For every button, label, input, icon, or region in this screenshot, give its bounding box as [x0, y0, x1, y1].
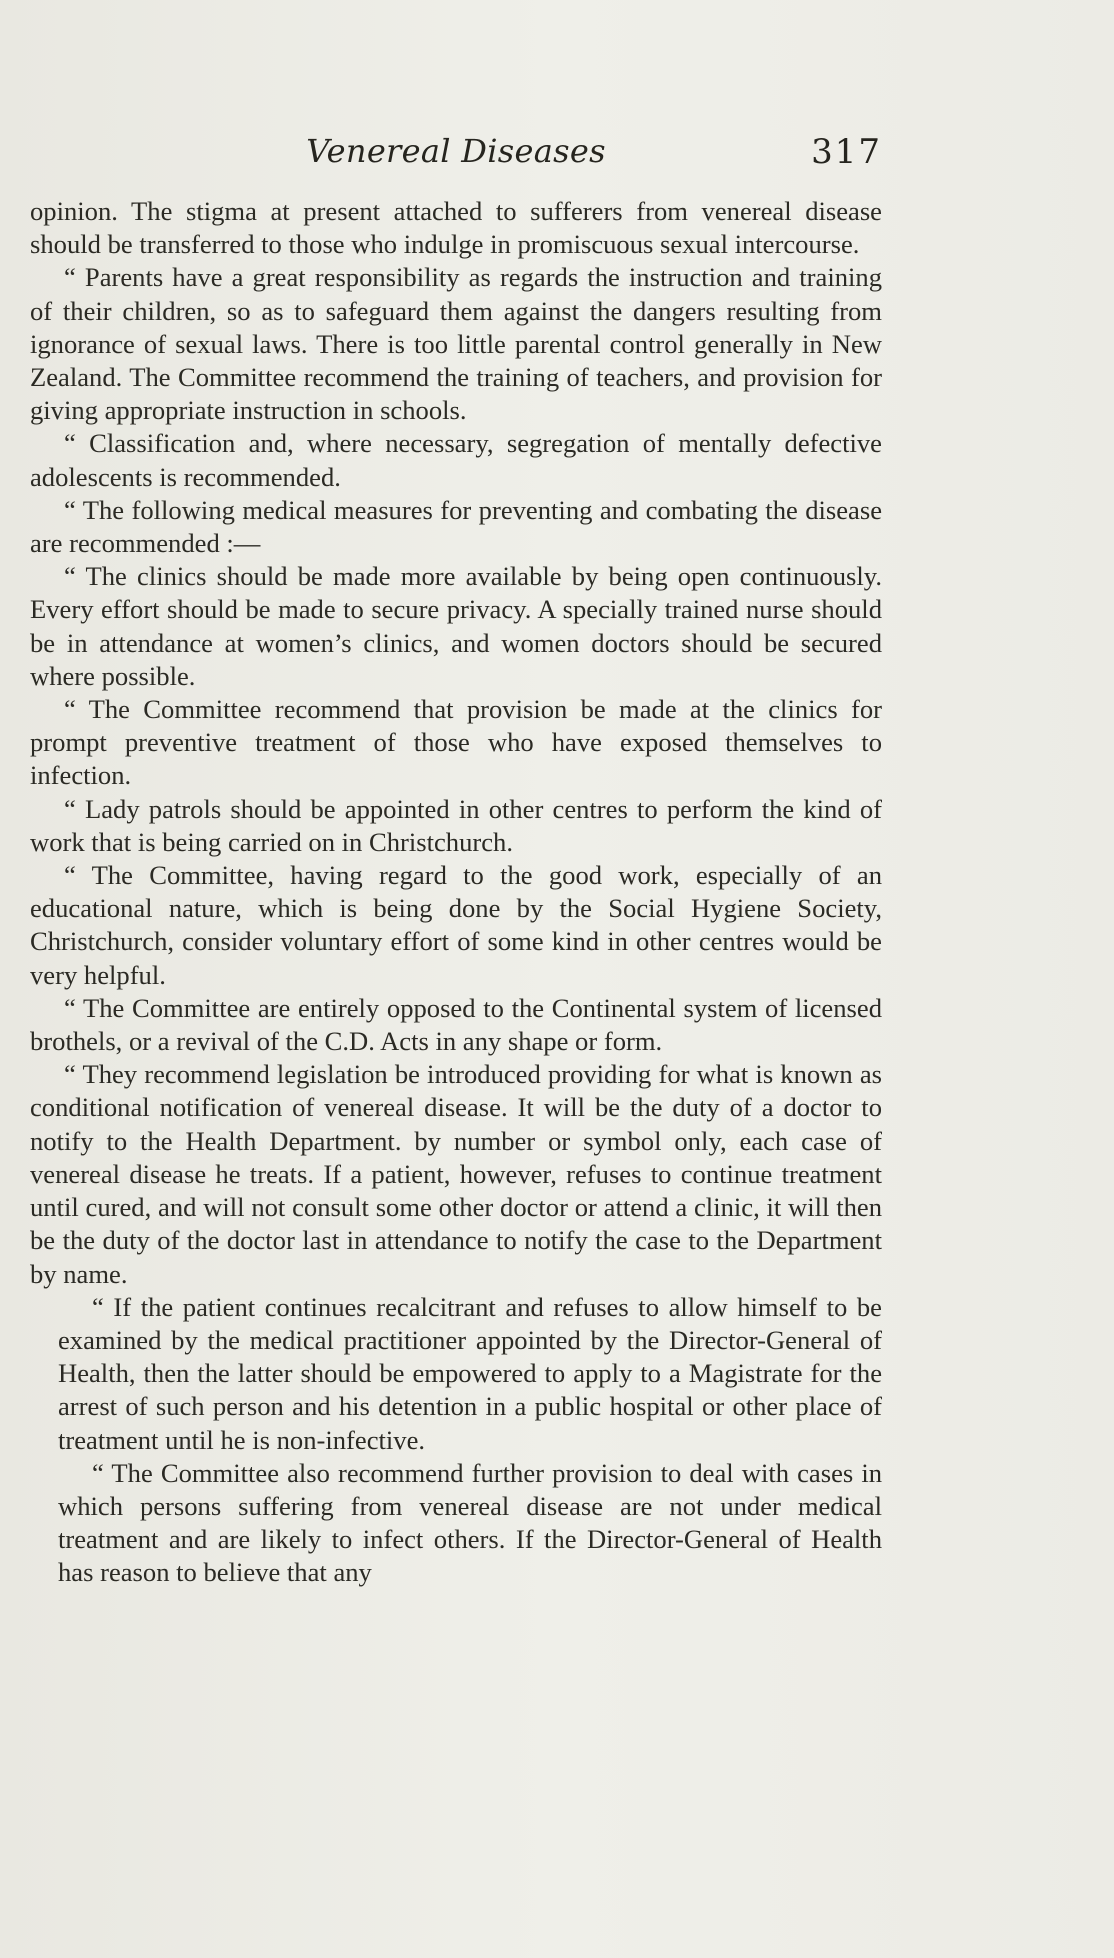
running-title: Venereal Diseases [306, 132, 606, 170]
paragraph-lady-patrols: “ Lady patrols should be appointed in other centres to perform the kind of work that is being carried on in Christchurch. [30, 793, 882, 857]
paragraph-continental-system: “ The Committee are entirely opposed to the Continental system of licensed brothels, or a revival of the C.D. Acts in any shape or form. [30, 992, 882, 1057]
page-number: 317 [811, 132, 882, 172]
paragraph-opinion: opinion. The stigma at present attached to sufferers from venereal disease should be transferred to those who indulge in promiscuous sexual intercourse. [30, 196, 882, 260]
paragraph-classification: “ Classification and, where necessary, segregation of mentally defective adolescents is recommended. [30, 428, 882, 492]
paragraph-parents: “ Parents have a great responsibility as regards the instruction and training of their children, so as to safeguard them against the dangers resulting from ignorance of sexual laws. There is too little parental control generally in New Zealand. The Committee recommend the training of teachers, and provision for giving appropriate instruction in schools. [30, 262, 882, 426]
paragraph-preventive-treatment: “ The Committee recommend that provision be made at the clinics for prompt preventive treatment of those who have exposed themselves to infection. [30, 694, 882, 791]
paragraph-medical-measures: “ The following medical measures for preventing and combating the disease are recommended :— [30, 494, 882, 559]
paragraph-clinics: “ The clinics should be made more available by being open continuously. Every effort should be made to secure privacy. A specially trained nurse should be in attendance at women’s clinics, and women doctors should be secured where possible. [30, 561, 882, 691]
body-text [30, 195, 882, 1590]
paragraph-recalcitrant: “ If the patient continues recalcitrant and refuses to allow himself to be examined by the medical practitioner appointed by the Director-General of Health, then the latter should be empowered to apply to a Magistrate for the arrest of such person and his detention in a public hospital or other place of treatment until he is non-infective. [58, 1291, 882, 1455]
paragraph-further-provision: “ The Committee also recommend further provision to deal with cases in which persons suffering from venereal disease are not under medical treatment and are likely to infect others. If the Director-General of Health has reason to believe that any [58, 1457, 882, 1588]
paragraph-social-hygiene: “ The Committee, having regard to the good work, especially of an educational nature, which is being done by the Social Hygiene Society, Christchurch, consider voluntary effort of some kind in other centres would be very helpful. [30, 860, 882, 990]
page-header [30, 132, 882, 182]
paragraph-notification: “ They recommend legislation be introduced providing for what is known as conditional notification of venereal disease. It will be the duty of a doctor to notify to the Health Department. by number or symbol only, each case of venereal disease he treats. If a patient, however, refuses to continue treatment until cured, and will not consult some other doctor or attend a clinic, it will then be the duty of the doctor last in attendance to notify the case to the Department by name. [30, 1059, 882, 1289]
